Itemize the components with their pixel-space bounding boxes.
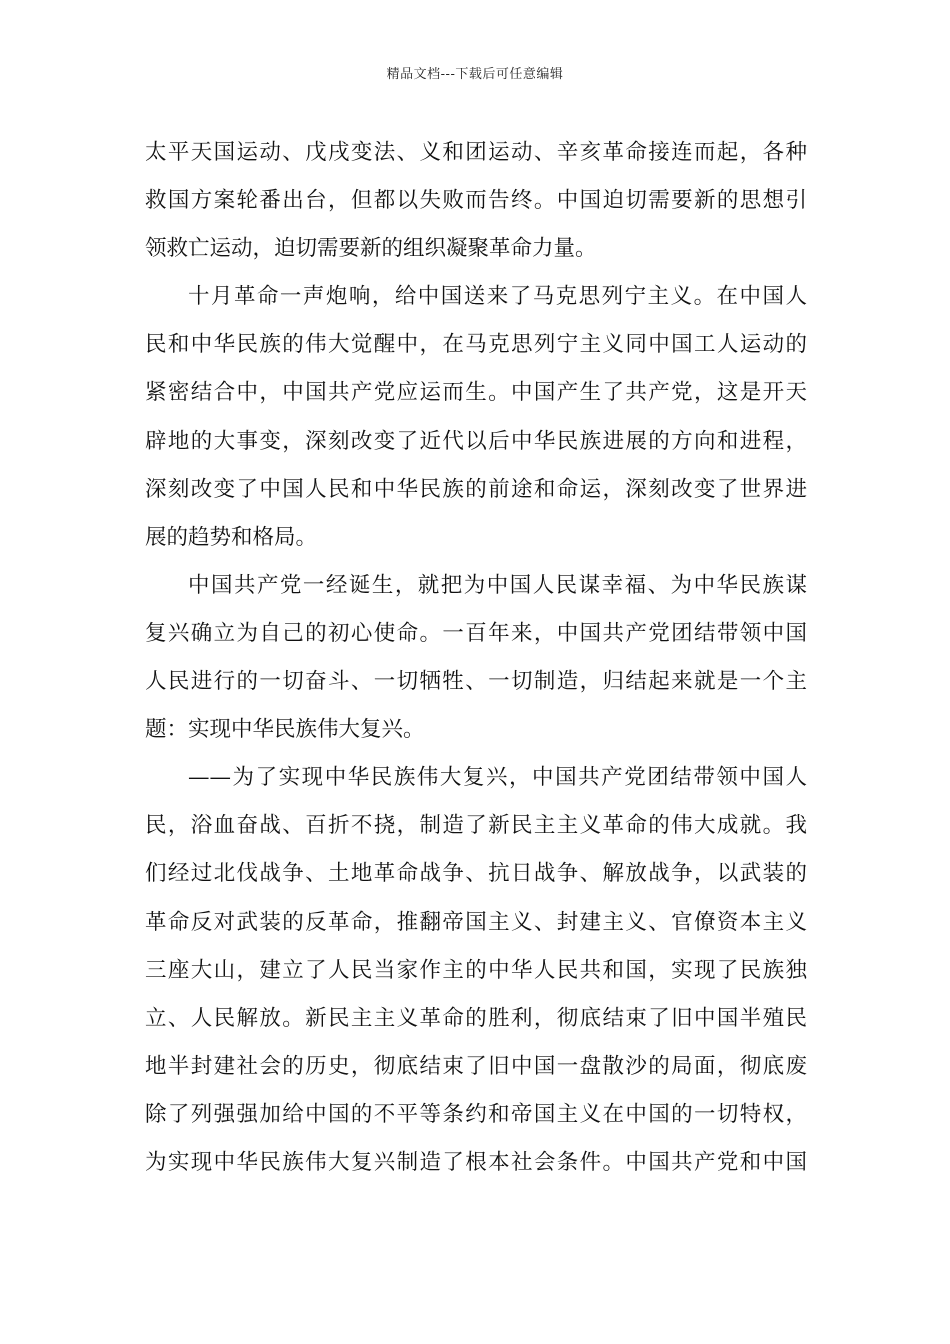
text-line: 三座大山，建立了人民当家作主的中华人民共和国，实现了民族独	[145, 957, 807, 983]
text-line: 展的趋势和格局。	[145, 524, 318, 550]
page-header: 精品文档---下载后可任意编辑	[386, 67, 564, 82]
document-body	[145, 129, 807, 1187]
paragraph	[145, 562, 807, 754]
text-line: 辟地的大事变，深刻改变了近代以后中华民族进展的方向和进程，	[145, 428, 807, 454]
text-line: 为实现中华民族伟大复兴制造了根本社会条件。中国共产党和中国	[145, 1149, 807, 1175]
text-line: 革命反对武装的反革命，推翻帝国主义、封建主义、官僚资本主义	[145, 909, 807, 935]
paragraph	[145, 129, 807, 273]
text-line: 中国共产党一经诞生，就把为中国人民谋幸福、为中华民族谋	[188, 572, 807, 598]
text-line: 人民进行的一切奋斗、一切牺牲、一切制造，归结起来就是一个主	[145, 669, 807, 695]
text-line: 民，浴血奋战、百折不挠，制造了新民主主义革命的伟大成就。我	[145, 813, 807, 839]
text-line: 紧密结合中，中国共产党应运而生。中国产生了共产党，这是开天	[145, 380, 807, 406]
text-line: 复兴确立为自己的初心使命。一百年来，中国共产党团结带领中国	[145, 620, 807, 646]
text-line: 们经过北伐战争、土地革命战争、抗日战争、解放战争，以武装的	[145, 861, 807, 887]
text-line: 深刻改变了中国人民和中华民族的前途和命运，深刻改变了世界进	[145, 476, 807, 502]
text-line: 民和中华民族的伟大觉醒中，在马克思列宁主义同中国工人运动的	[145, 332, 807, 358]
text-line: 题：实现中华民族伟大复兴。	[145, 717, 425, 743]
text-line: 救国方案轮番出台，但都以失败而告终。中国迫切需要新的思想引	[145, 188, 807, 214]
text-line: 地半封建社会的历史，彻底结束了旧中国一盘散沙的局面，彻底废	[145, 1053, 807, 1079]
paragraph	[145, 273, 807, 562]
text-line: 除了列强强加给中国的不平等条约和帝国主义在中国的一切特权，	[145, 1101, 807, 1127]
text-line: 十月革命一声炮响，给中国送来了马克思列宁主义。在中国人	[188, 284, 807, 310]
text-line: 领救亡运动，迫切需要新的组织凝聚革命力量。	[145, 236, 597, 262]
paragraph	[145, 754, 807, 1187]
text-line: 立、人民解放。新民主主义革命的胜利，彻底结束了旧中国半殖民	[145, 1005, 807, 1031]
text-line: 太平天国运动、戊戌变法、义和团运动、辛亥革命接连而起，各种	[145, 140, 807, 165]
text-line: ——为了实现中华民族伟大复兴，中国共产党团结带领中国人	[188, 765, 807, 791]
